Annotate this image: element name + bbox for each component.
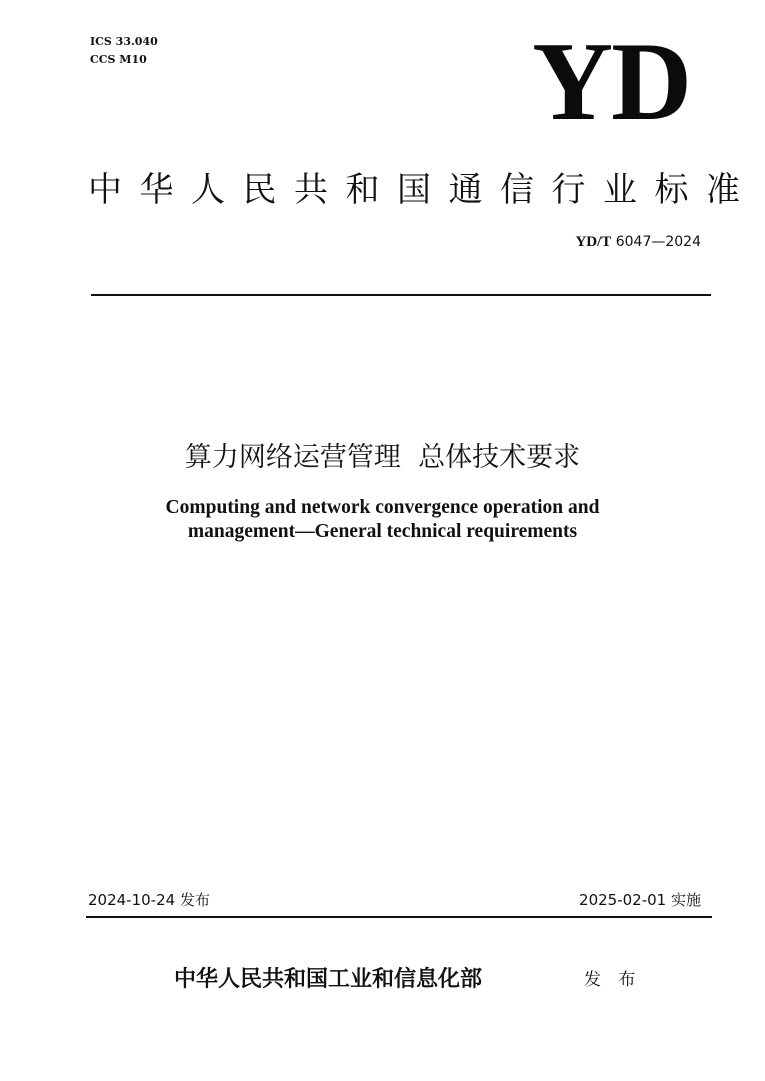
bottom-divider [86, 916, 712, 918]
ics-code: ICS 33.040 [90, 35, 158, 48]
effective-date: 2025-02-01 实施 [579, 891, 701, 909]
standard-code [575, 232, 701, 252]
document-title-en [0, 496, 765, 544]
document-title-en-line2: management—General technical requirements [187, 521, 578, 542]
issue-label: 发 布 [584, 970, 642, 990]
top-divider [91, 294, 711, 296]
standard-code-number: 6047—2024 [615, 234, 701, 250]
standard-type-title: 中华人民共和国通信行业标准 [88, 170, 758, 210]
publish-date: 2024-10-24 发布 [88, 891, 210, 909]
ccs-code: CCS M10 [90, 53, 147, 66]
document-title-zh: 算力网络运营管理 总体技术要求 [184, 442, 581, 473]
standard-code-prefix: YD/T [575, 234, 612, 250]
issuing-authority: 中华人民共和国工业和信息化部 [174, 966, 483, 992]
document-title-en-line1: Computing and network convergence operation and [165, 497, 600, 518]
yd-logo: YD [532, 20, 690, 144]
